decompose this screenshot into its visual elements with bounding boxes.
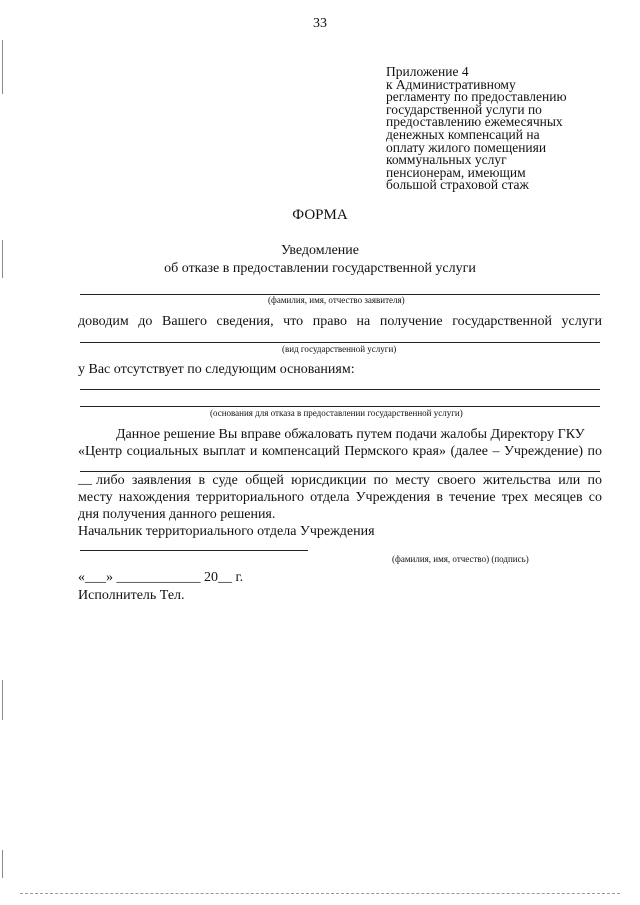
margin-mark	[2, 680, 3, 720]
form-title: ФОРМА	[292, 207, 348, 223]
date-month-blank: ____________	[116, 570, 201, 585]
footer-rule	[20, 893, 620, 894]
appendix-line: Приложение 4	[386, 64, 469, 79]
appendix-line: пенсионерам, имеющим	[386, 164, 526, 180]
signature-caption: (фамилия, имя, отчество) (подпись)	[392, 554, 529, 564]
appendix-block	[386, 66, 626, 192]
margin-mark	[2, 850, 3, 878]
appeal-text-line: «Центр социальных выплат и компенсаций Пермского края» (далее – Учреждение) по	[78, 444, 602, 459]
applicant-name-caption: (фамилия, имя, отчество заявителя)	[268, 295, 405, 305]
blank-mark: __	[78, 472, 92, 487]
notice-subheading: об отказе в предоставлении государственной услуги	[164, 261, 476, 276]
margin-mark	[2, 40, 3, 94]
appendix-line: коммунальных услуг	[386, 152, 507, 168]
page-number: 33	[313, 16, 327, 31]
appendix-line: большой страховой стаж	[386, 177, 529, 193]
appeal-text-line: дня получения данного решения.	[78, 507, 276, 522]
grounds-line	[80, 389, 600, 390]
appendix-line: оплату жилого помещенияи	[386, 139, 547, 155]
date-open-quote: «	[78, 570, 85, 585]
appendix-line: государственной услуги по	[386, 101, 542, 117]
notice-heading: Уведомление	[280, 243, 359, 258]
date-close-quote: »	[106, 570, 113, 585]
appendix-line: денежных компенсаций на	[386, 126, 540, 142]
date-year-blank: __	[218, 570, 232, 585]
appeal-text-line: Данное решение Вы вправе обжаловать путем подачи жалобы Директору ГКУ	[116, 427, 585, 442]
grounds-caption: (основания для отказа в предоставлении государственной услуги)	[210, 408, 463, 418]
appeal-text-line: либо заявления в суде общей юрисдикции по месту своего жительства или по	[96, 473, 602, 488]
grounds-line	[80, 406, 600, 407]
date-year-suffix: г.	[235, 570, 244, 585]
office-line	[80, 471, 600, 472]
date-line	[78, 570, 243, 586]
signature-line	[80, 550, 308, 551]
appeal-text-line: месту нахождения территориального отдела Учреждения в течение трех месяцев со	[78, 490, 602, 505]
executor-line: Исполнитель Тел.	[78, 588, 185, 603]
appendix-line: регламенту по предоставлению	[386, 89, 567, 105]
appendix-line: предоставлению ежемесячных	[386, 114, 563, 130]
service-caption: (вид государственной услуги)	[282, 344, 397, 354]
service-line	[80, 342, 600, 343]
absent-text: у Вас отсутствует по следующим основаниям:	[78, 362, 355, 377]
date-year-prefix: 20	[204, 570, 218, 585]
inform-text: доводим до Вашего сведения, что право на получение государственной услуги	[78, 314, 602, 329]
date-day-blank: ___	[85, 570, 106, 585]
head-title: Начальник территориального отдела Учреждения	[78, 524, 375, 539]
appendix-line: к Административному	[386, 76, 516, 92]
